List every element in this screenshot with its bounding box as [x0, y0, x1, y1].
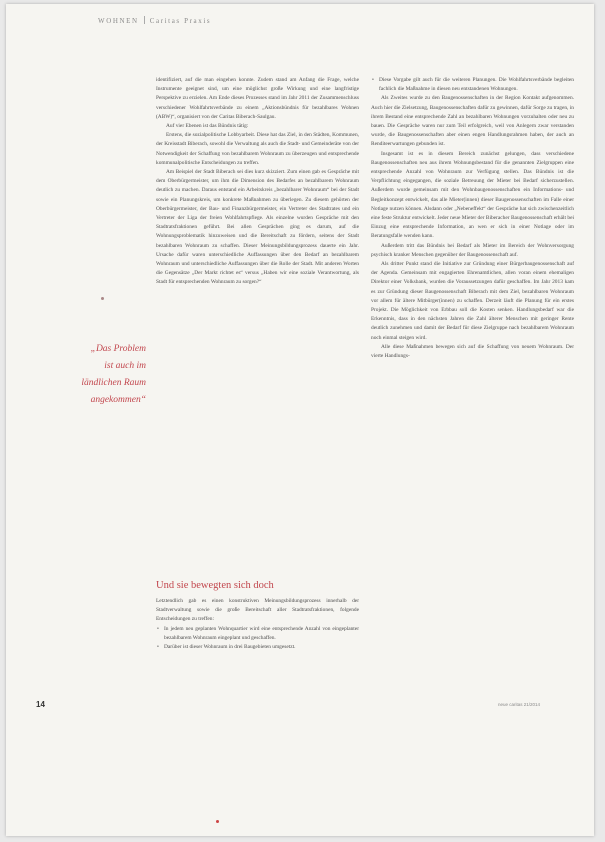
bullet-item: • In jedem neu geplanten Wohnquartier wird eine entsprechende Anzahl von eingeplanter bezahlbarem Wohnraum eingeplant und geschaffen. — [164, 625, 359, 643]
print-speck — [101, 297, 104, 300]
pull-quote-line: ist auch im — [104, 361, 146, 371]
pull-quote-line: „Das Problem — [90, 344, 146, 354]
paragraph: Auf vier Ebenen ist das Bündnis tätig: — [166, 123, 249, 130]
bullet-list — [371, 76, 574, 94]
left-column — [156, 76, 359, 288]
paragraph: Als dritter Punkt stand die Initiative zur Gründung einer Bürgerbaugenossenschaft auf der Agenda. Gemeinsam mit engagierten Ehrenamtlichen, allen voran einem ehemaligen Direktor einer Volksbank, wurden die Voraussetzungen dafür geschaffen. Im Jahr 2013 kam es zur Gründung dieser Baugenossenschaft Biberach mit dem Ziel, bezahlbaren Wohnraum vor allem für ältere Mitbürger(innen) zu schaffen. Derzeit läuft die Planung für ein erstes Projekt. Die Möglichkeit von Erbbau soll die Kosten senken. Handlungsbedarf war die Erkenntnis, dass in den nächsten Jahren die Zahl älterer Menschen mit geringer Rente deutlich zunehmen und damit der Bedarf für diese Zielgruppe nach bezahlbarem Wohnraum noch einmal steigen wird. — [371, 261, 574, 341]
print-speck — [216, 820, 219, 823]
paragraph: Insgesamt ist es in diesem Bereich zunächst gelungen, dass verschiedene Baugenossenschaften neu aus ihrem Wohnungsbestand für die genannten Zielgruppen eine entsprechende Anzahl von Wohnraum zur Verfügung stellen. Das Bündnis ist die Verpflichtung eingegangen, die soziale Betreuung der Mieter bei Bedarf sicherzustellen. Außerdem wurde gemeinsam mit den Wohnbaugenossenschaften ein Informations- und Begleitkonzept entwickelt, das alle Mieter(innen) dieser Baugenossenschaften im Falle einer Notlage nutzen können. Alsdann oder „Nebeneffekt“ der Gespräche hat sich zwischenzeitlich eine feste Struktur entwickelt. Jeder neue Mieter der Biberacher Baugenossenschaft erhält bei Einzug eine entsprechende Information, an wen er sich in einer Notlage oder im Beratungsfalle wenden kann. — [371, 150, 574, 240]
paragraph: identifiziert, auf die man eingehen konnte. Zudem stand am Anfang die Frage, welche Instrumente geeignet sind, um eine möglichst große Wirkung und eine langfristige Perspektive zu erzielen. Am Ende dieses Prozesses stand im Jahr 2011 der Zusammenschluss verschiedener Wohlfahrtsverbände zu einem „Aktionsbündnis für bezahlbares Wohnen (ABW)“, organisiert von der Caritas Biberach-Saulgau. — [156, 77, 359, 120]
paragraph: Als Zweites wurde zu den Baugenossenschaften in der Region Kontakt aufgenommen. Auch hier die Zielsetzung, Baugenossenschaften dafür zu gewinnen, dafür Sorge zu tragen, in ihrem Bestand eine entsprechende Zahl an bezahlbaren Wohnungen vorzuhalten oder neu zu bauen. Die Gespräche waren nur zum Teil erfolgreich, weil von Anlegern zwar verstanden wurde, die Baugenossenschaften aber einen engen Handlungsrahmen haben, der auch an Renditeerwartungen gebunden ist. — [371, 95, 574, 148]
magazine-page — [6, 4, 594, 836]
pull-quote-line: ländlichen Raum — [81, 378, 146, 388]
bullet-list — [156, 625, 359, 653]
footer-publication: neue caritas 21/2014 — [498, 702, 541, 707]
page-number: 14 — [36, 700, 45, 709]
section-heading: Und sie bewegten sich doch — [156, 580, 274, 591]
paragraph: Alle diese Maßnahmen bewegen sich auf die Schaffung von neuem Wohnraum. Der vierte Handlungs- — [371, 343, 574, 360]
header-section: WOHNEN — [98, 17, 139, 25]
paragraph: Außerdem tritt das Bündnis bei Bedarf als Mieter im Bereich der Wohnversorgung psychisch kranker Menschen gegenüber der Baugenossenschaft auf. — [371, 242, 574, 258]
pull-quote-line: angekommen“ — [90, 395, 146, 405]
bullet-item: • Diese Vorgabe gilt auch für die weiteren Planungen. Die Wohlfahrtsverbände begleiten fachlich die Maßnahme in diesen neu entstandenen Wohnungen. — [379, 76, 574, 94]
paragraph: Am Beispiel der Stadt Biberach sei dies kurz skizziert. Zum einen gab es Gespräche mit dem Oberbürgermeister, um ihm die Dimension des Bedarfes an bezahlbarem Wohnraum deutlich zu machen. Daraus entstand ein Arbeitskreis „bezahlbarer Wohnraum“ bei der Stadt sowie ein Planungskreis, um konkrete Maßnahmen zu überlegen. Zu diesem gehörten der Oberbürgermeister, der Bau- und Finanzbürgermeister, ein Vertreter des Stadtrates und ein Vertreter der Liga der freien Wohlfahrtspflege. Als einzelne wurden Gespräche mit den Stadtratsfraktionen geführt. Bei allen Gesprächen ging es darum, auf die Wohnungsproblematik hinzuweisen und die Bereitschaft zu fördern, seitens der Stadt bezahlbaren Wohnraum zu schaffen. Dieser Meinungsbildungsprozess dauerte ein Jahr. Ursache dafür waren unterschiedliche Auffassungen über den Bedarf an bezahlbarem Wohnraum und unterschiedliche Auffassungen über die Rolle der Stadt. Mit anderen Worten die Gegensätze „Der Markt richtet es“ versus „Haben wir eine soziale Verantwortung, als Stadt für entsprechenden Wohnraum zu sorgen?“ — [156, 169, 359, 286]
running-header — [98, 16, 211, 25]
right-column — [371, 76, 574, 361]
paragraph: Letztendlich gab es einen konstruktiven Meinungsbildungsprozess innerhalb der Stadtverwaltung sowie die große Bereitschaft aller Stadtratsfraktionen, folgende Entscheidungen zu treffen: — [156, 598, 359, 623]
header-divider — [144, 16, 145, 24]
paragraph: Erstens, die sozialpolitische Lobbyarbeit. Diese hat das Ziel, in den Städten, Kommunen, der Kreisstadt Biberach, sowohl die Verwaltung als auch die Stadt- und Gemeinderäte von der Notwendigkeit der Schaffung von bezahlbarem Wohnraum zu überzeugen und entsprechende kommunalpolitische Entscheidungen zu treffen. — [156, 132, 359, 166]
bullet-item: • Darüber ist dieser Wohnraum in drei Baugebieten umgesetzt. — [164, 643, 359, 652]
left-column-lower — [156, 579, 359, 652]
header-subsection: Caritas Praxis — [149, 17, 212, 25]
pull-quote — [46, 341, 146, 409]
